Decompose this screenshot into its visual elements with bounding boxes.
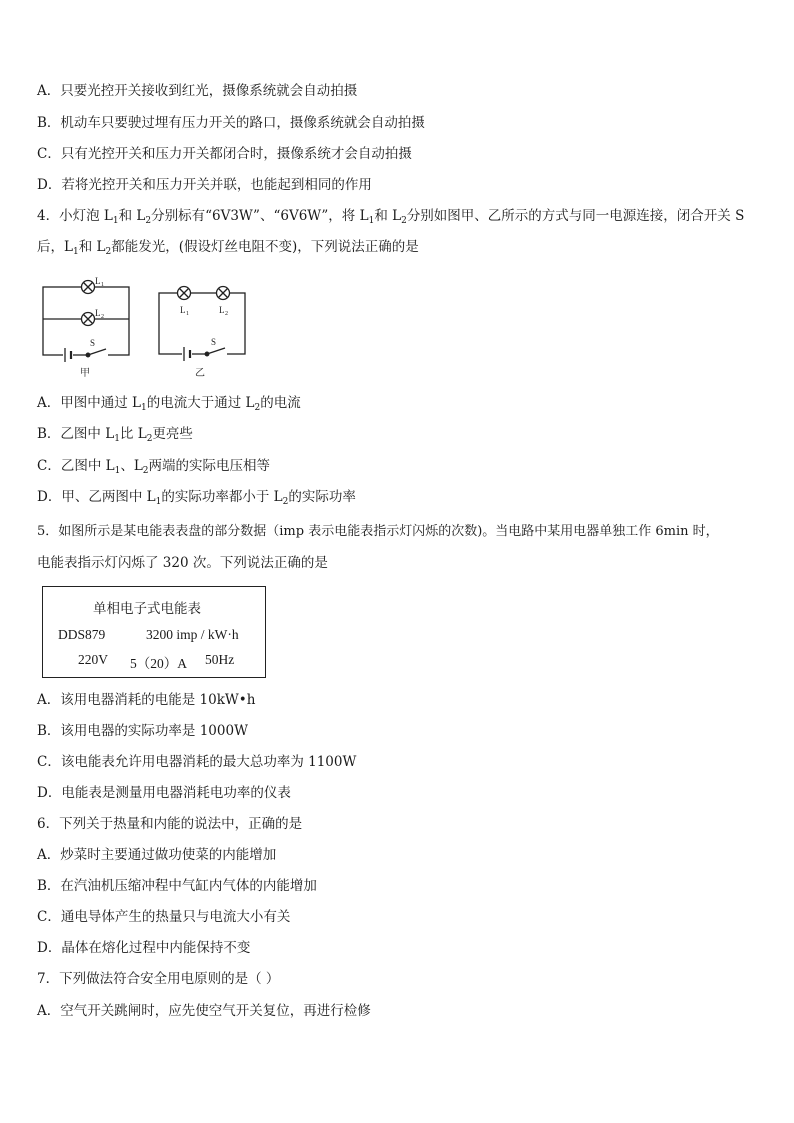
q6-option-a: A．炒菜时主要通过做功使菜的内能增加 bbox=[37, 847, 277, 863]
jia-L2-label: L bbox=[95, 308, 101, 318]
q4-option-b: B．乙图中 $L_1$比 $L_2$更亮些 bbox=[37, 426, 193, 444]
q7-stem: 7．下列做法符合安全用电原则的是（ ） bbox=[37, 971, 280, 987]
yi-L1-label: L bbox=[180, 305, 186, 315]
q6-option-b: B．在汽油机压缩冲程中气缸内气体的内能增加 bbox=[37, 878, 317, 894]
q6-stem: 6．下列关于热量和内能的说法中，正确的是 bbox=[37, 816, 303, 832]
jia-L1-label: L bbox=[95, 276, 101, 286]
q3-option-b: B．机动车只要驶过埋有压力开关的路口，摄像系统就会自动拍摄 bbox=[37, 115, 425, 131]
q5-option-d: D．电能表是测量用电器消耗电功率的仪表 bbox=[37, 785, 291, 801]
q6-option-c: C．通电导体产生的热量只与电流大小有关 bbox=[37, 909, 291, 925]
meter-voltage: 220V bbox=[78, 652, 108, 667]
q4-option-d: D．甲、乙两图中 $L_1$的实际功率都小于 $L_2$的实际功率 bbox=[37, 489, 356, 507]
q4-stem-line2: 后，$L_1$和 $L_2$都能发光，(假设灯丝电阻不变)，下列说法正确的是 bbox=[37, 239, 419, 257]
meter-constant: 3200 imp / kW·h bbox=[146, 627, 239, 642]
yi-L1-sub: 1 bbox=[186, 311, 189, 317]
circuit-figure-jia bbox=[38, 274, 134, 382]
q5-option-b: B．该用电器的实际功率是 1000W bbox=[37, 723, 248, 739]
yi-L2-sub: 2 bbox=[225, 311, 228, 317]
q4-option-a: A．甲图中通过 $L_1$的电流大于通过 $L_2$的电流 bbox=[37, 395, 301, 413]
yi-L2-label: L bbox=[219, 305, 225, 315]
q3-option-c: C．只有光控开关和压力开关都闭合时，摄像系统才会自动拍摄 bbox=[37, 146, 412, 162]
meter-title: 单相电子式电能表 bbox=[93, 601, 201, 617]
q5-stem-line1: 5．如图所示是某电能表表盘的部分数据（imp 表示电能表指示灯闪烁的次数)。当电路中某用电器单独工作 6min 时， bbox=[37, 524, 719, 539]
meter-nameplate bbox=[42, 586, 266, 678]
q4-option-c: C．乙图中 $L_1$、$L_2$两端的实际电压相等 bbox=[37, 458, 271, 476]
jia-L2-sub: 2 bbox=[101, 314, 104, 320]
q6-option-d: D．晶体在熔化过程中内能保持不变 bbox=[37, 940, 251, 956]
q3-option-a: A．只要光控开关接收到红光，摄像系统就会自动拍摄 bbox=[37, 83, 358, 99]
q7-option-a: A．空气开关跳闸时，应先使空气开关复位，再进行检修 bbox=[37, 1003, 371, 1019]
q5-option-a: A．该用电器消耗的电能是 10kW•h bbox=[37, 692, 256, 708]
circuit-figure-yi bbox=[155, 274, 251, 382]
q5-option-c: C．该电能表允许用电器消耗的最大总功率为 1100W bbox=[37, 754, 357, 770]
jia-L1-sub: 1 bbox=[101, 282, 104, 288]
q3-option-d: D．若将光控开关和压力开关并联，也能起到相同的作用 bbox=[37, 177, 372, 193]
meter-current: 5（20）A bbox=[130, 656, 187, 671]
jia-switch-label: S bbox=[90, 338, 96, 348]
q4-stem-line1: 4．小灯泡 $L_1$和 $L_2$分别标有“6V3W”、“6V6W”，将 $L_1$和 $L_2$分别如图甲、乙所示的方式与同一电源连接，闭合开关 S bbox=[37, 208, 745, 226]
jia-figure-label: 甲 bbox=[80, 368, 90, 379]
q5-stem-line2: 电能表指示灯闪烁了 320 次。下列说法正确的是 bbox=[37, 555, 328, 571]
yi-switch-label: S bbox=[211, 337, 217, 347]
meter-model: DDS879 bbox=[58, 627, 106, 642]
meter-frequency: 50Hz bbox=[205, 652, 235, 667]
yi-figure-label: 乙 bbox=[195, 368, 205, 379]
